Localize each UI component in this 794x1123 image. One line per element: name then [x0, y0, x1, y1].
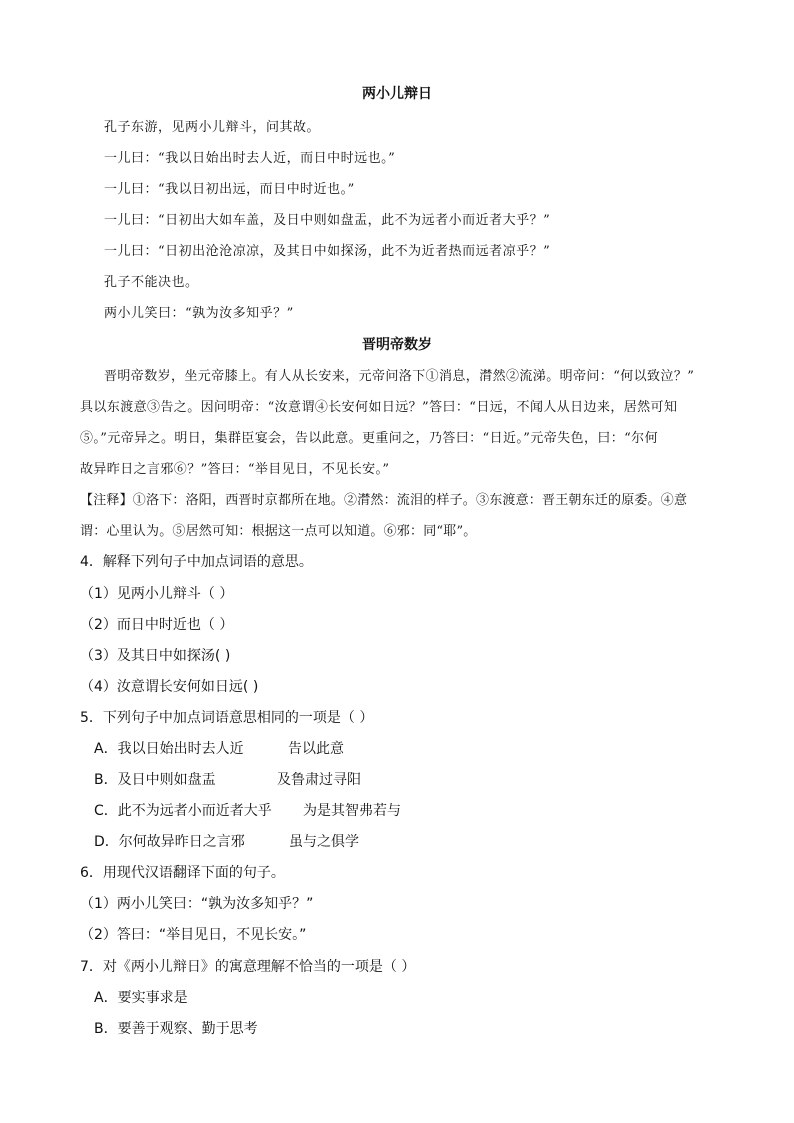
question-5-option-pair: 虽与之俱学 — [289, 834, 359, 850]
question-4-item: （1）见两小儿辩斗（ ） — [80, 586, 234, 602]
question-4-item: （3）及其日中如探汤( ) — [80, 648, 231, 664]
question-6-item: （1）两小儿笑曰：“孰为汝多知乎？” — [80, 896, 314, 912]
passage2-line: 晋明帝数岁，坐元帝膝上。有人从长安来，元帝问洛下①消息，潸然②流涕。明帝问：“何以致泣？” — [104, 369, 695, 384]
question-5-option-pair: 为是其智弗若与 — [303, 803, 401, 819]
passage1-line: 一儿曰：“日初出大如车盖，及日中则如盘盂，此不为远者小而近者大乎？” — [104, 213, 551, 228]
question-5-option-pair: 及鲁肃过寻阳 — [277, 772, 361, 788]
passage1-line: 孔子不能决也。 — [104, 275, 199, 290]
question-7-option: B．要善于观察、勤于思考 — [94, 1021, 258, 1037]
question-5-option: A．我以日始出时去人近 — [94, 741, 244, 757]
question-4-stem: 4．解释下列句子中加点词语的意思。 — [80, 554, 313, 570]
passage2-line: ⑤。”元帝异之。明日，集群臣宴会，告以此意。更重问之，乃答曰：“日近。”元帝失色，曰：“尔何 — [80, 431, 658, 446]
question-5-option: D．尔何故异昨日之言邪 — [94, 834, 245, 850]
passage2-line: 具以东渡意③告之。因问明帝：“汝意谓④长安何如日远？”答曰：“日远，不闻人从日边来，居然可知 — [80, 400, 678, 415]
passage1-line: 一儿曰：“我以日始出时去人近，而日中时远也。” — [104, 151, 396, 166]
question-7-option: A．要实事求是 — [94, 990, 188, 1006]
question-7-stem: 7．对《两小儿辩日》的寓意理解不恰当的一项是（ ） — [80, 959, 416, 975]
passage2-line: 故异昨日之言邪⑥？”答曰：“举目见日，不见长安。” — [80, 462, 390, 477]
passage1-line: 孔子东游，见两小儿辩斗，问其故。 — [104, 120, 321, 135]
question-6-stem: 6．用现代汉语翻译下面的句子。 — [80, 865, 285, 881]
question-4-item: （4）汝意谓长安何如日远( ) — [80, 679, 259, 695]
question-6-item: （2）答曰：“举目见日，不见长安。” — [80, 927, 307, 943]
question-5-stem: 5．下列句子中加点词语意思相同的一项是（ ） — [80, 710, 374, 726]
question-5-option: C．此不为远者小而近者大乎 — [94, 803, 272, 819]
annotation-line: 谓：心里认为。⑤居然可知：根据这一点可以知道。⑥邪：同“耶”。 — [80, 524, 477, 539]
question-5-option-pair: 告以此意 — [288, 741, 344, 757]
question-4-item: （2）而日中时近也（ ） — [80, 617, 234, 633]
passage1-line: 两小儿笑曰：“孰为汝多知乎？” — [104, 306, 294, 321]
passage1-line: 一儿曰：“我以日初出远，而日中时近也。” — [104, 182, 355, 197]
annotation-line: 【注释】①洛下：洛阳，西晋时京都所在地。②潸然：流泪的样子。③东渡意：晋王朝东迁的原委。④意 — [80, 493, 688, 508]
question-5-option: B．及日中则如盘盂 — [94, 772, 216, 788]
passage1-title: 两小儿辩日 — [362, 86, 432, 102]
passage2-title: 晋明帝数岁 — [362, 337, 432, 353]
passage1-line: 一儿曰：“日初出沧沧凉凉，及其日中如探汤，此不为近者热而远者凉乎？” — [104, 244, 551, 259]
